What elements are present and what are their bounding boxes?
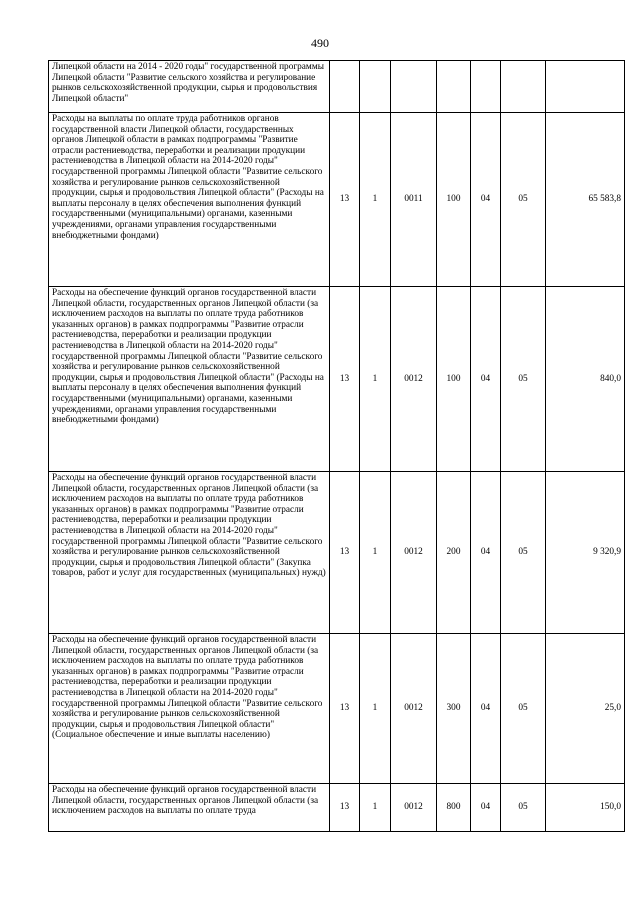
row-code-5: 04 — [471, 113, 501, 287]
row-code-1 — [330, 61, 360, 113]
row-code-2: 1 — [360, 287, 391, 472]
row-code-6 — [501, 61, 546, 113]
row-code-4: 100 — [437, 287, 471, 472]
row-code-2: 1 — [360, 472, 391, 634]
table-row — [49, 113, 625, 287]
row-code-3: 0011 — [391, 113, 437, 287]
row-code-6: 05 — [501, 784, 546, 832]
row-code-5: 04 — [471, 784, 501, 832]
row-code-1: 13 — [330, 287, 360, 472]
row-code-5: 04 — [471, 472, 501, 634]
row-code-2: 1 — [360, 634, 391, 784]
row-code-6: 05 — [501, 634, 546, 784]
row-code-6: 05 — [501, 472, 546, 634]
row-code-3: 0012 — [391, 472, 437, 634]
row-code-1: 13 — [330, 634, 360, 784]
row-description: Липецкой области на 2014 - 2020 годы" государственной программы Липецкой области "Развитие сельского хозяйства и регулирование рынков сельскохозяйственной продукции, сырья и продовольствия Липецкой области" — [49, 61, 330, 113]
row-amount: 9 320,9 — [546, 472, 625, 634]
row-code-1: 13 — [330, 113, 360, 287]
budget-table — [48, 60, 625, 832]
row-code-5 — [471, 61, 501, 113]
row-description: Расходы на обеспечение функций органов государственной власти Липецкой области, государственных органов Липецкой области (за исключением расходов на выплаты по оплате труда работников указанных органов) в рамках подпрограммы "Развитие отрасли растениеводства, переработки и реализации продукции растениеводства в Липецкой области на 2014-2020 годы" государственной программы Липецкой области "Развитие сельского хозяйства и регулирование рынков сельскохозяйственной продукции, сырья и продовольствия Липецкой области" (Закупка товаров, работ и услуг для государственных (муниципальных) нужд) — [49, 472, 330, 634]
table-row — [49, 784, 625, 832]
row-description: Расходы на обеспечение функций органов государственной власти Липецкой области, государственных органов Липецкой области (за исключением расходов на выплаты по оплате труда работников указанных органов) в рамках подпрограммы "Развитие отрасли растениеводства, переработки и реализации продукции растениеводства в Липецкой области на 2014-2020 годы" государственной программы Липецкой области "Развитие сельского хозяйства и регулирование рынков сельскохозяйственной продукции, сырья и продовольствия Липецкой области" (Социальное обеспечение и иные выплаты населению) — [49, 634, 330, 784]
table-row — [49, 472, 625, 634]
row-code-3 — [391, 61, 437, 113]
page-number: 490 — [311, 36, 329, 50]
table-row — [49, 61, 625, 113]
row-code-6: 05 — [501, 287, 546, 472]
row-code-1: 13 — [330, 784, 360, 832]
row-code-2 — [360, 61, 391, 113]
row-code-4: 800 — [437, 784, 471, 832]
row-code-2: 1 — [360, 113, 391, 287]
row-code-3: 0012 — [391, 287, 437, 472]
row-code-4: 100 — [437, 113, 471, 287]
row-code-4: 300 — [437, 634, 471, 784]
row-code-4 — [437, 61, 471, 113]
row-code-3: 0012 — [391, 784, 437, 832]
row-amount: 150,0 — [546, 784, 625, 832]
row-amount — [546, 61, 625, 113]
row-amount: 25,0 — [546, 634, 625, 784]
row-code-5: 04 — [471, 287, 501, 472]
row-code-4: 200 — [437, 472, 471, 634]
row-code-1: 13 — [330, 472, 360, 634]
row-description: Расходы на обеспечение функций органов государственной власти Липецкой области, государственных органов Липецкой области (за исключением расходов на выплаты по оплате труда — [49, 784, 330, 832]
row-amount: 840,0 — [546, 287, 625, 472]
row-amount: 65 583,8 — [546, 113, 625, 287]
row-code-3: 0012 — [391, 634, 437, 784]
table-row — [49, 634, 625, 784]
table-row — [49, 287, 625, 472]
row-description: Расходы на обеспечение функций органов государственной власти Липецкой области, государственных органов Липецкой области (за исключением расходов на выплаты по оплате труда работников указанных органов) в рамках подпрограммы "Развитие отрасли растениеводства, переработки и реализации продукции растениеводства в Липецкой области на 2014-2020 годы" государственной программы Липецкой области "Развитие сельского хозяйства и регулирование рынков сельскохозяйственной продукции, сырья и продовольствия Липецкой области" (Расходы на выплаты персоналу в целях обеспечения выполнения функций государственными (муниципальными) органами, казенными учреждениями, органами управления государственными внебюджетными фондами) — [49, 287, 330, 472]
row-code-2: 1 — [360, 784, 391, 832]
row-code-5: 04 — [471, 634, 501, 784]
row-description: Расходы на выплаты по оплате труда работников органов государственной власти Липецкой области, государственных органов Липецкой области в рамках подпрограммы "Развитие отрасли растениеводства, переработки и реализации продукции растениеводства в Липецкой области на 2014-2020 годы" государственной программы Липецкой области "Развитие сельского хозяйства и регулирование рынков сельскохозяйственной продукции, сырья и продовольствия Липецкой области" (Расходы на выплаты персоналу в целях обеспечения выполнения функций государственными (муниципальными) органами, казенными учреждениями, органами управления государственными внебюджетными фондами) — [49, 113, 330, 287]
row-code-6: 05 — [501, 113, 546, 287]
